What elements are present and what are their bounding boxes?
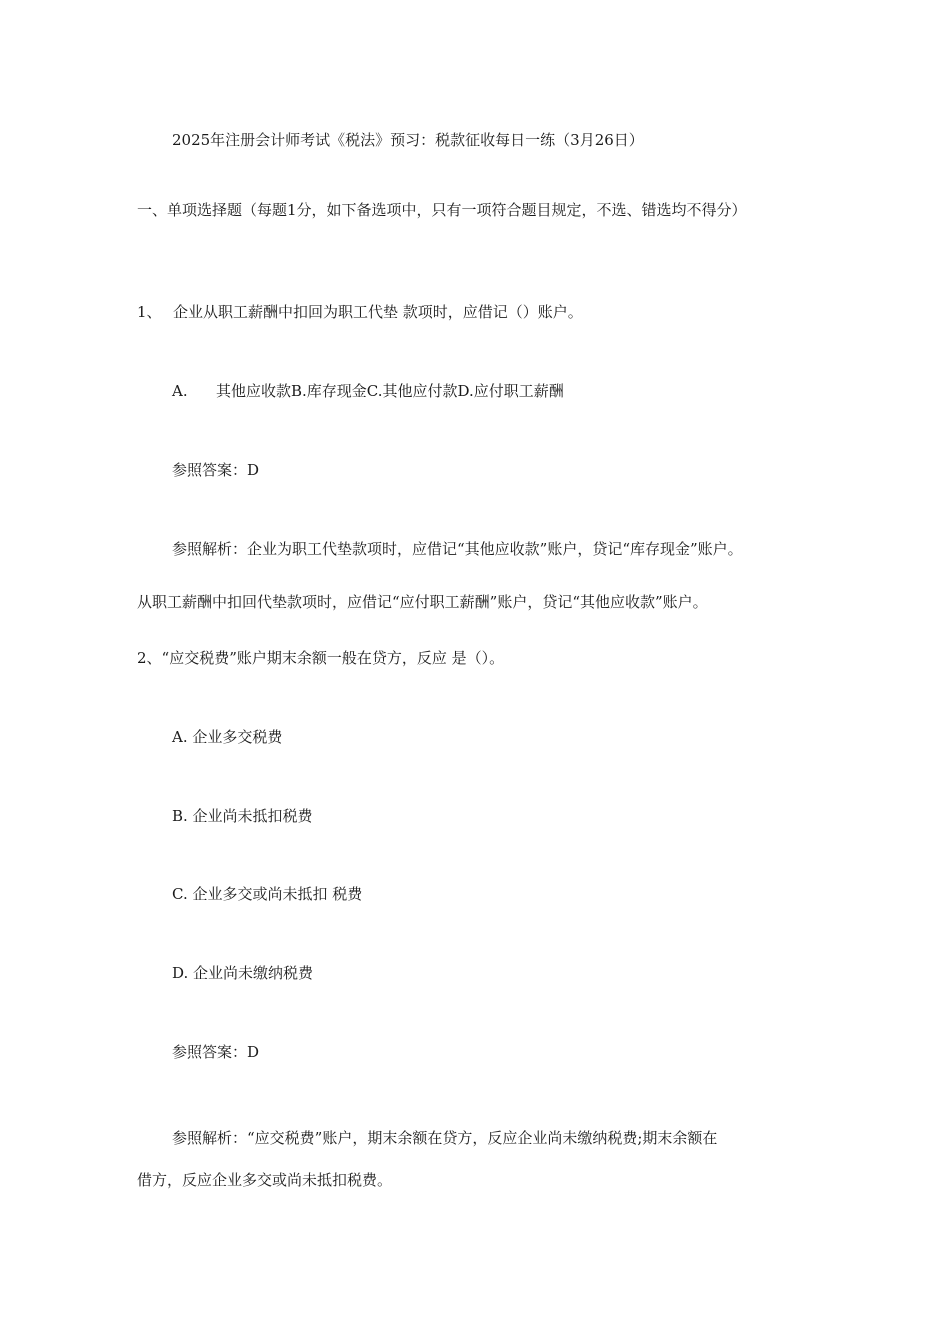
option-letter: A. (172, 382, 188, 400)
question-1-analysis-line-1: 参照解析：企业为职工代垫款项时，应借记“其他应收款”账户，贷记“库存现金”账户。 (172, 540, 743, 558)
question-2-answer: 参照答案：D (172, 1043, 260, 1061)
question-2-option-c: C. 企业多交或尚未抵扣 税费 (172, 885, 363, 903)
question-2-option-a: A. 企业多交税费 (172, 728, 283, 746)
question-1-analysis-line-2: 从职工薪酬中扣回代垫款项时，应借记“应付职工薪酬”账户，贷记“其他应收款”账户。 (137, 593, 708, 611)
question-2-option-b: B. 企业尚未抵扣税费 (172, 807, 313, 825)
question-1-options (172, 381, 564, 401)
section-heading: 一、单项选择题（每题1分，如下备选项中，只有一项符合题目规定，不选、错选均不得分） (137, 201, 747, 219)
question-stem: “应交税费”账户期末余额一般在贷方，反应 是（）。 (161, 649, 505, 667)
question-1 (137, 302, 583, 322)
document-title: 2025年注册会计师考试《税法》预习：税款征收每日一练（3月26日） (172, 131, 644, 149)
question-2-option-d: D. 企业尚未缴纳税费 (172, 964, 314, 982)
question-number: 2、 (137, 649, 162, 667)
question-2 (137, 648, 504, 668)
question-number: 1、 (137, 303, 162, 321)
question-1-answer: 参照答案：D (172, 461, 260, 479)
question-2-analysis-line-1: 参照解析：“应交税费”账户，期末余额在贷方，反应企业尚未缴纳税费;期末余额在 (172, 1129, 718, 1147)
question-2-analysis-line-2: 借方，反应企业多交或尚未抵扣税费。 (137, 1171, 393, 1189)
question-stem: 企业从职工薪酬中扣回为职工代垫 款项时，应借记（）账户。 (173, 303, 583, 321)
option-text: 其他应收款B.库存现金C.其他应付款D.应付职工薪酬 (216, 382, 564, 400)
